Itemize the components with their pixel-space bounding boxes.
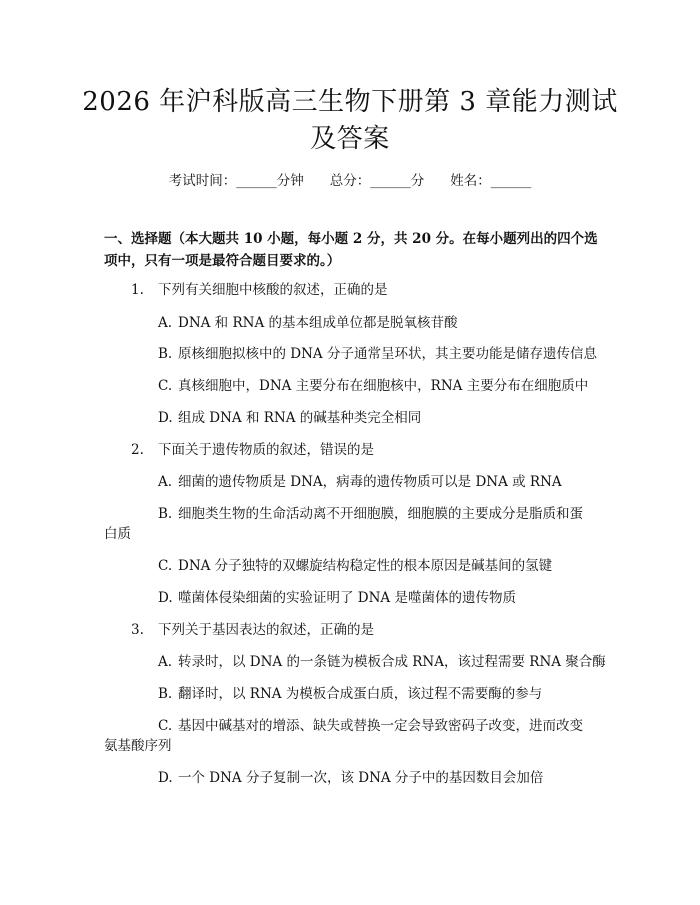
section-heading: 一、选择题（本大题共 10 小题，每小题 2 分，共 20 分。在每小题列出的四个选项中，只有一项是最符合题目要求的。） xyxy=(104,231,598,269)
q1-option-b xyxy=(158,344,597,364)
question-number: 3. xyxy=(131,622,144,638)
option-letter: B. xyxy=(158,506,173,522)
option-text: 翻译时，以 RNA 为模板合成蛋白质，该过程不需要酶的参与 xyxy=(178,686,543,702)
question-3-stem xyxy=(131,620,374,640)
q3-option-c xyxy=(158,716,583,736)
q3-option-a xyxy=(158,652,606,672)
question-text: 下面关于遗传物质的叙述，错误的是 xyxy=(158,442,374,458)
option-text: 转录时，以 DNA 的一条链为模板合成 RNA，该过程需要 RNA 聚合酶 xyxy=(178,654,606,670)
option-letter: C. xyxy=(158,718,173,734)
option-text: 细菌的遗传物质是 DNA，病毒的遗传物质可以是 DNA 或 RNA xyxy=(178,474,562,490)
q2-option-a xyxy=(158,472,562,492)
q1-option-a xyxy=(158,313,458,333)
student-name-field: 姓名：______ xyxy=(450,173,532,189)
q1-option-c xyxy=(158,376,588,396)
option-letter: A. xyxy=(158,654,173,670)
q3-option-b xyxy=(158,684,542,704)
option-text: DNA 分子独特的双螺旋结构稳定性的根本原因是碱基间的氢键 xyxy=(178,558,553,574)
question-1-stem xyxy=(131,280,388,300)
document-title xyxy=(60,84,640,158)
option-text: 原核细胞拟核中的 DNA 分子通常呈环状，其主要功能是储存遗传信息 xyxy=(178,346,597,362)
q3-option-c-continuation: 氨基酸序列 xyxy=(104,738,172,754)
q2-option-b-continuation: 白质 xyxy=(104,526,131,542)
option-letter: B. xyxy=(158,346,173,362)
question-text: 下列有关细胞中核酸的叙述，正确的是 xyxy=(158,282,388,298)
exam-time-field: 考试时间：______分钟 xyxy=(168,173,304,189)
q2-option-c xyxy=(158,556,552,576)
title-line-1: 2026 年沪科版高三生物下册第 3 章能力测试 xyxy=(82,87,618,117)
option-text: DNA 和 RNA 的基本组成单位都是脱氧核苷酸 xyxy=(178,315,458,331)
total-score-field: 总分：______分 xyxy=(329,173,425,189)
option-text: 一个 DNA 分子复制一次，该 DNA 分子中的基因数目会加倍 xyxy=(178,770,544,786)
question-2-stem xyxy=(131,440,374,460)
option-letter: D. xyxy=(158,410,173,426)
q3-option-d xyxy=(158,768,543,788)
exam-meta-line xyxy=(0,169,700,189)
title-line-2: 及答案 xyxy=(310,124,390,154)
option-letter: C. xyxy=(158,378,173,394)
option-letter: C. xyxy=(158,558,173,574)
q2-option-d xyxy=(158,588,516,608)
question-number: 1. xyxy=(131,282,144,298)
option-letter: A. xyxy=(158,315,173,331)
option-letter: D. xyxy=(158,590,173,606)
option-text: 基因中碱基对的增添、缺失或替换一定会导致密码子改变，进而改变 xyxy=(178,718,583,734)
question-number: 2. xyxy=(131,442,144,458)
q1-option-d xyxy=(158,408,421,428)
option-letter: B. xyxy=(158,686,173,702)
option-text: 真核细胞中，DNA 主要分布在细胞核中，RNA 主要分布在细胞质中 xyxy=(178,378,589,394)
option-text: 细胞类生物的生命活动离不开细胞膜，细胞膜的主要成分是脂质和蛋 xyxy=(178,506,583,522)
option-text: 组成 DNA 和 RNA 的碱基种类完全相同 xyxy=(178,410,422,426)
q2-option-b xyxy=(158,504,583,524)
option-text: 噬菌体侵染细菌的实验证明了 DNA 是噬菌体的遗传物质 xyxy=(178,590,516,606)
option-letter: D. xyxy=(158,770,173,786)
question-text: 下列关于基因表达的叙述，正确的是 xyxy=(158,622,374,638)
option-letter: A. xyxy=(158,474,173,490)
